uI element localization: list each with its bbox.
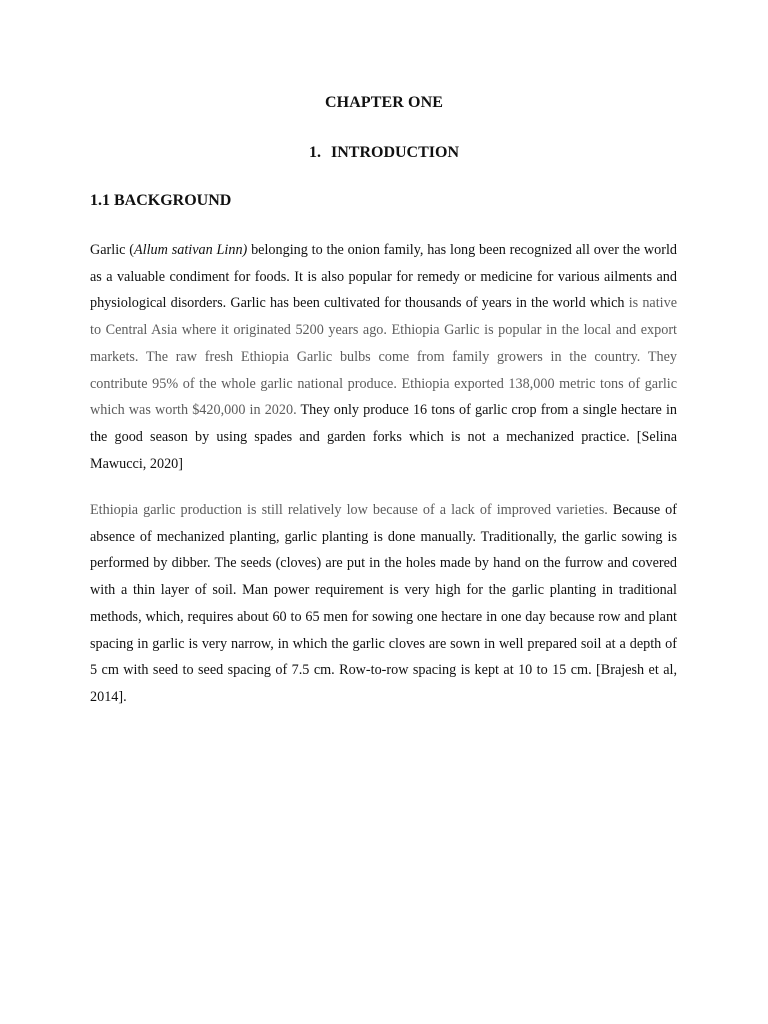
background-heading: 1.1 BACKGROUND [90,192,232,209]
paragraph-1-scientific-name: Allum sativan Linn) [134,242,248,258]
introduction-heading [0,144,768,162]
background-paragraph-1 [90,237,677,477]
background-paragraph-2 [90,497,677,711]
paragraph-1-text-c: is native to Central Asia where it originated 5200 years ago. Ethiopia Garlic is popular in the local and export markets. The raw fresh Ethiopia Garlic bulbs come from family growers in the country. They contribute 95% of the whole garlic national produce. Ethiopia exported 138,000 metric tons of garlic which was worth $420,000 in 2020. [90,295,677,419]
introduction-title: INTRODUCTION [330,144,459,161]
paragraph-1-text-a: Garlic ( [90,242,134,258]
paragraph-2-text-b: Because of absence of mechanized planting, garlic planting is done manually. Traditionally, the garlic sowing is performed by dibber. The seeds (cloves) are put in the holes made by hand on the furrow and covered with a thin layer of soil. Man power requirement is very high for the garlic planting in traditional methods, which, requires about 60 to 65 men for sowing one hectare in one day because row and plant spacing in garlic is very narrow, in which the garlic cloves are sown in well prepared soil at a depth of 5 cm with seed to seed spacing of 7.5 cm. Row-to-row spacing is kept at 10 to 15 cm. [Brajesh et al, 2014]. [90,502,678,705]
paragraph-1-text-b: belonging to the onion family, has long been recognized all over the world as a valuable condiment for foods. It is also popular for remedy or medicine for various ailments and physiological disorders. Garlic has been cultivated for thousands of years in the world which [90,242,677,312]
paragraph-2-text-a: Ethiopia garlic production is still relatively low because of a lack of improved varieties. [90,502,608,518]
paragraph-1-text-d: They only produce 16 tons of garlic crop from a single hectare in the good season by using spades and garden forks which is not a mechanized practice. [Selina Mawucci, 2020] [90,402,677,472]
introduction-number: 1. [308,144,321,161]
chapter-title: CHAPTER ONE [325,94,443,111]
